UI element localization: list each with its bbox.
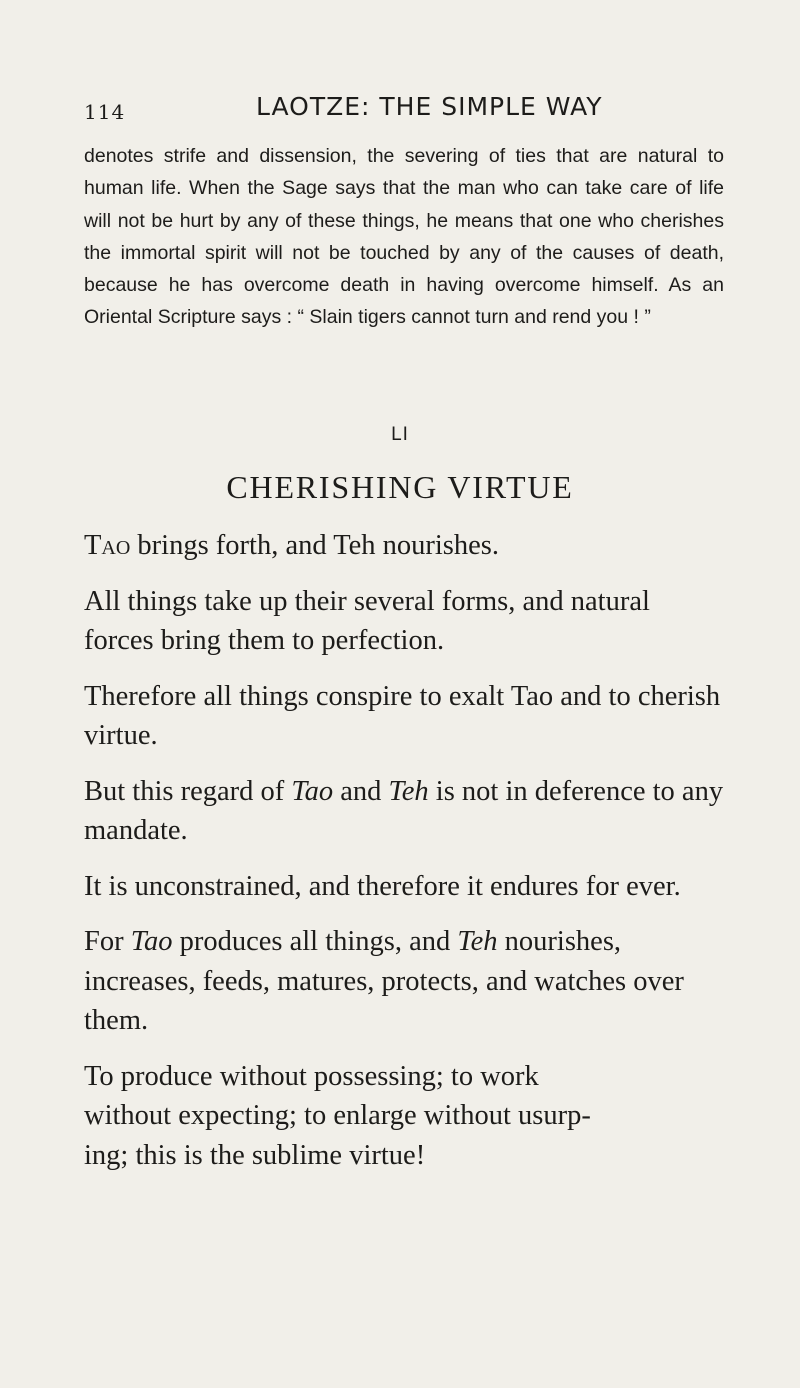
verse-line: ing; this is the sublime virtue! <box>84 1139 426 1171</box>
page-number: 114 <box>84 100 126 124</box>
verse-line: To produce without possessing; to work <box>84 1060 539 1092</box>
verse-text: For <box>84 926 131 957</box>
verse-text: is not in deference to any mandate. <box>84 775 724 846</box>
verse: All things take up their several forms, and natural forces bring them to perfection. <box>84 585 650 656</box>
verse-text: But this regard of <box>84 775 292 807</box>
verse-italic: Tao <box>130 926 173 957</box>
chapter-title: CHERISHING VIRTUE <box>226 469 574 505</box>
verse: Therefore all things conspire to exalt Tao and to cherish virtue. <box>84 680 721 751</box>
verse <box>84 1057 726 1176</box>
verse-lead-word: Tao <box>84 530 131 561</box>
verse-text: brings forth, and Teh nourishes. <box>130 530 500 561</box>
verse-text: nourishes, increases, feeds, matures, protects, and watches over them. <box>84 926 684 1036</box>
verse <box>84 526 726 566</box>
chapter-body <box>84 526 726 1191</box>
verse-italic: Tao <box>291 775 334 807</box>
intro-text: denotes strife and dissension, the severing of ties that are natural to human life. When the Sage says that the man who can take care of life will not be hurt by any of these things, he means that one who cherishes the immortal spirit will not be touched by any of the causes of death, because he has overcome death in having overcome himself. As an Oriental Scripture says : “ Slain tigers cannot turn and rend you ! ” <box>84 145 724 329</box>
verse-italic: Teh <box>457 926 498 957</box>
verse-text: produces all things, and <box>172 926 458 957</box>
running-head: LAOTZE: THE SIMPLE WAY <box>256 92 603 121</box>
verse: It is unconstrained, and therefore it endures for ever. <box>84 870 681 902</box>
verse-text: and <box>333 775 389 807</box>
chapter-number: LI <box>391 424 409 445</box>
page-header <box>84 92 724 132</box>
intro-paragraph <box>84 140 724 334</box>
verse <box>84 922 726 1041</box>
verse <box>84 772 726 851</box>
verse-italic: Teh <box>388 775 429 807</box>
verse-line: without expecting; to enlarge without usurp- <box>84 1100 591 1131</box>
